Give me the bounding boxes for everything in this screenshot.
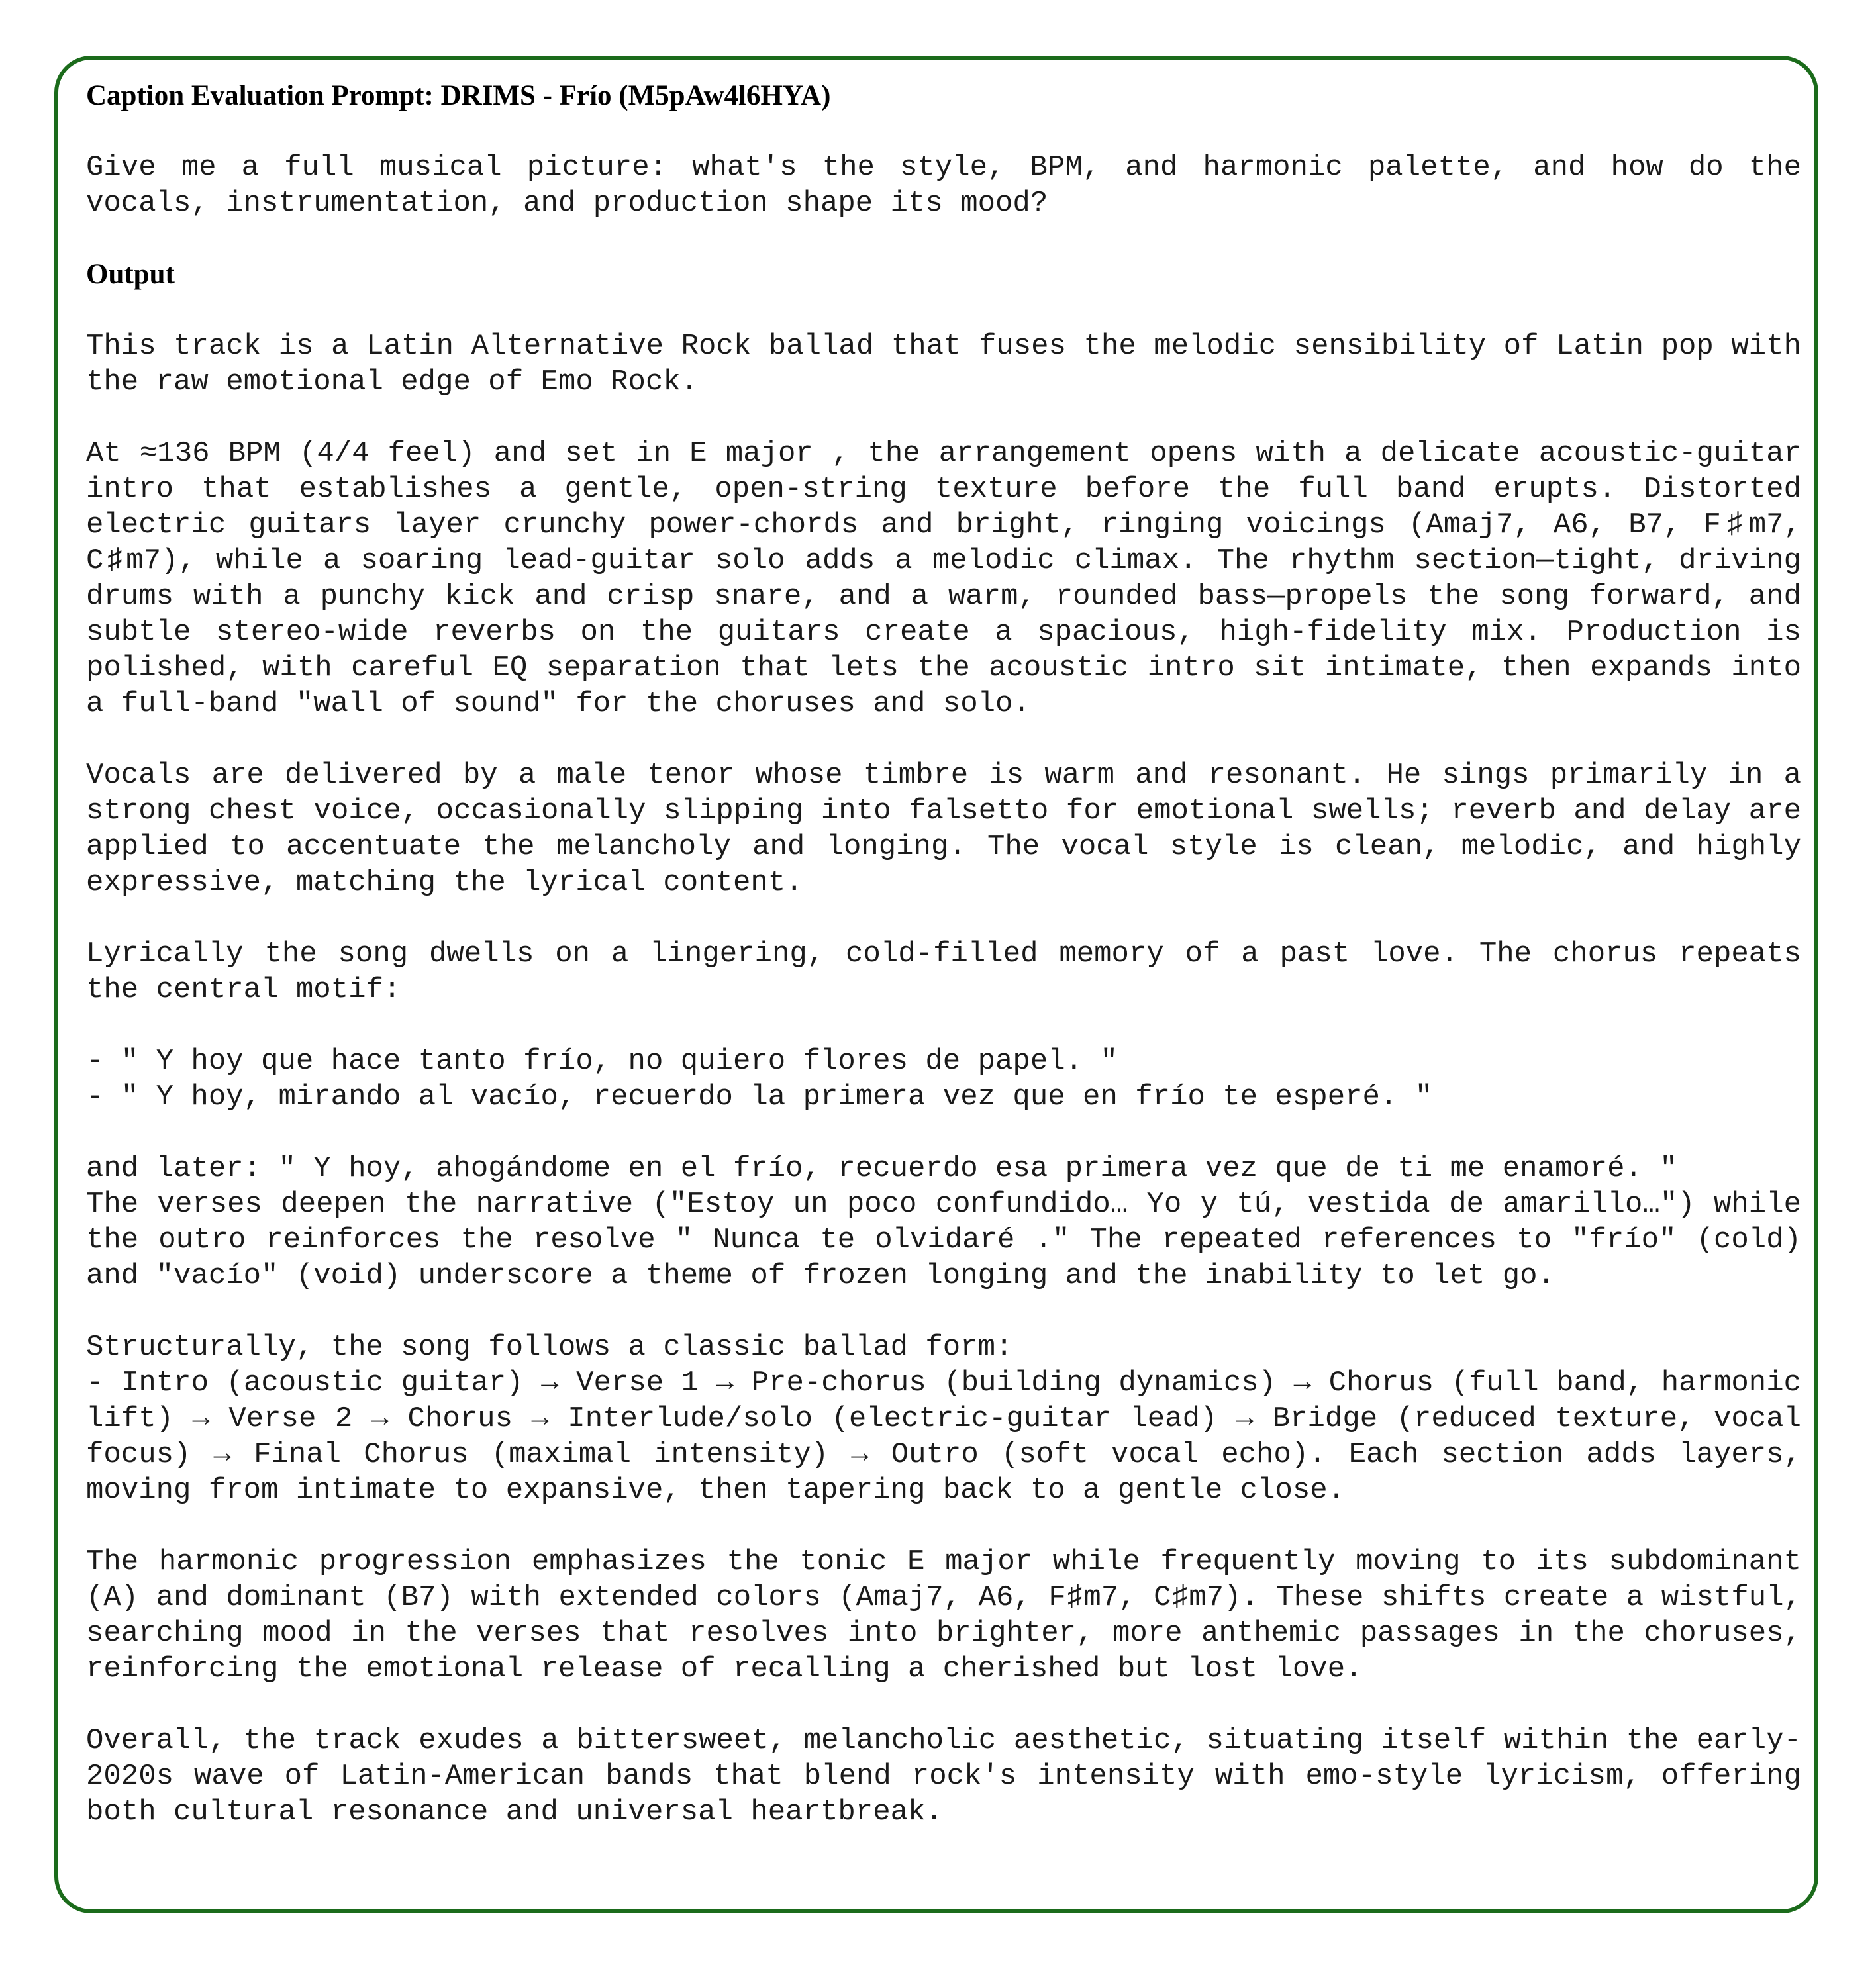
paragraph-overall: Overall, the track exudes a bittersweet, melancholic aesthetic, situating itself within the early-2020s wave of Latin-American bands that blend rock's intensity with emo-style lyricism, offering both cultural resonance and universal heartbreak. bbox=[86, 1724, 1801, 1829]
output-heading: Output bbox=[86, 259, 175, 290]
paragraph-lyrics-intro: Lyrically the song dwells on a lingering, cold-filled memory of a past love. The chorus repeats the central motif: bbox=[86, 938, 1801, 1006]
paragraph-structure-intro: Structurally, the song follows a classic ballad form: bbox=[86, 1331, 1013, 1364]
paragraph-lyrics-later: and later: " Y hoy, ahogándome en el frío, recuerdo esa primera vez que de ti me enamoré. " bbox=[86, 1152, 1677, 1185]
prompt-text: Give me a full musical picture: what's the style, BPM, and harmonic palette, and how do the vocals, instrumentation, and production shape its mood? bbox=[86, 151, 1801, 220]
caption-card bbox=[54, 56, 1818, 1913]
paragraph-structure: - Intro (acoustic guitar) → Verse 1 → Pre-chorus (building dynamics) → Chorus (full band, harmonic lift) → Verse 2 → Chorus → Interlude/solo (electric-guitar lead) → Bridge (reduced texture, vocal focus) → Final Chorus (maximal intensity) → Outro (soft vocal echo). Each section adds layers, moving from intimate to expansive, then tapering back to a gentle close. bbox=[86, 1367, 1801, 1507]
lyric-line: - " Y hoy que hace tanto frío, no quiero flores de papel. " bbox=[86, 1045, 1118, 1078]
paragraph-vocals: Vocals are delivered by a male tenor whose timbre is warm and resonant. He sings primarily in a strong chest voice, occasionally slipping into falsetto for emotional swells; reverb and delay are applied to accentuate the melancholy and longing. The vocal style is clean, melodic, and highly expressive, matching the lyrical content. bbox=[86, 759, 1801, 899]
paragraph-arrangement: At ≈136 BPM (4/4 feel) and set in E major , the arrangement opens with a delicate acoustic-guitar intro that establishes a gentle, open-string texture before the full band erupts. Distorted electric guitars layer crunchy power-chords and bright, ringing voicings (Amaj7, A6, B7, F♯m7, C♯m7), while a soaring lead-guitar solo adds a melodic climax. The rhythm section—tight, driving drums with a punchy kick and crisp snare, and a warm, rounded bass—propels the song forward, and subtle stereo-wide reverbs on the guitars create a spacious, high-fidelity mix. Production is polished, with careful EQ separation that lets the acoustic intro sit intimate, then expands into a full-band "wall of sound" for the choruses and solo. bbox=[86, 437, 1801, 720]
paragraph-harmony: The harmonic progression emphasizes the tonic E major while frequently moving to its subdominant (A) and dominant (B7) with extended colors (Amaj7, A6, F♯m7, C♯m7). These shifts create a wistful, searching mood in the verses that resolves into brighter, more anthemic passages in the choruses, reinforcing the emotional release of recalling a cherished but lost love. bbox=[86, 1545, 1801, 1686]
card-content bbox=[86, 78, 1801, 1830]
lyric-line: - " Y hoy, mirando al vacío, recuerdo la primera vez que en frío te esperé. " bbox=[86, 1081, 1433, 1114]
document-title: Caption Evaluation Prompt: DRIMS - Frío (M5pAw4l6HYA) bbox=[86, 80, 831, 111]
paragraph-verses: The verses deepen the narrative ("Estoy un poco confundido… Yo y tú, vestida de amarillo…") while the outro reinforces the resolve " Nunca te olvidaré ." The repeated references to "frío" (cold) and "vacío" (void) underscore a theme of frozen longing and the inability to let go. bbox=[86, 1188, 1801, 1292]
paragraph-style: This track is a Latin Alternative Rock ballad that fuses the melodic sensibility of Latin pop with the raw emotional edge of Emo Rock. bbox=[86, 330, 1801, 399]
